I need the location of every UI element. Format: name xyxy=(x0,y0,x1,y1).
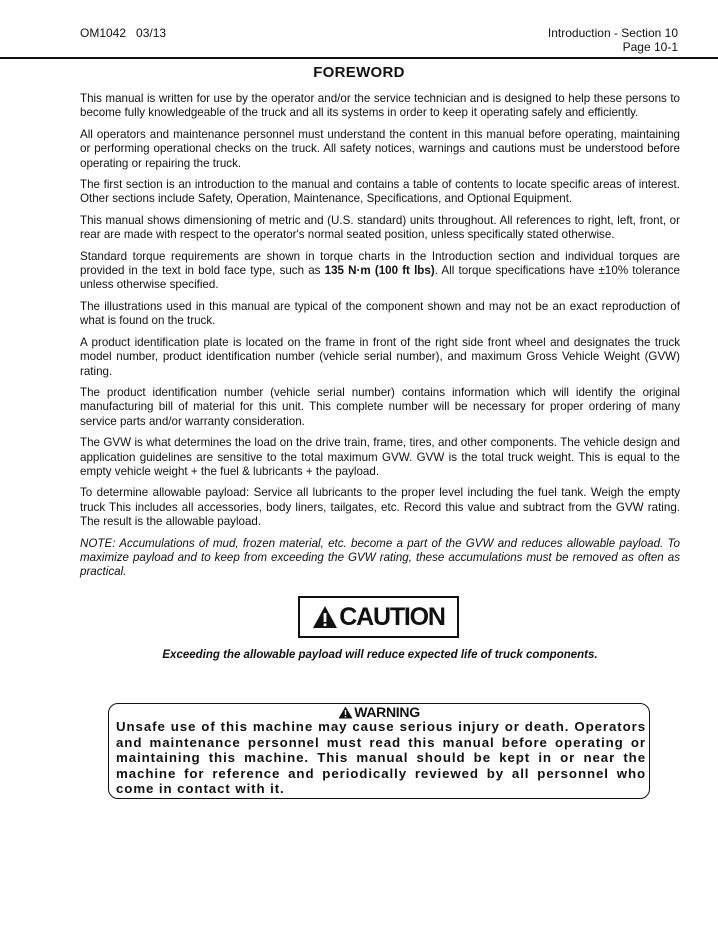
doc-date: 03/13 xyxy=(136,26,167,40)
page-number: Page 10-1 xyxy=(622,40,678,54)
caution-message: Exceeding the allowable payload will reduce expected life of truck components. xyxy=(162,649,598,661)
torque-text-after: . All torque specifications have ±10% tolerance unless otherwise specified. xyxy=(80,264,680,292)
torque-paragraph xyxy=(80,250,680,293)
warning-box xyxy=(108,703,650,799)
caution-box xyxy=(298,596,459,638)
header-section-info xyxy=(548,26,678,54)
caution-header xyxy=(312,603,444,632)
warning-triangle-icon xyxy=(338,706,353,719)
foreword-body xyxy=(80,92,680,587)
warning-header xyxy=(109,704,649,720)
note-paragraph: NOTE: Accumulations of mud, frozen material, etc. become a part of the GVW and reduces allowable payload. To maximize payload and to keep from exceeding the GVW rating, these accumulations must be removed as often as practical. xyxy=(80,536,680,579)
paragraph: To determine allowable payload: Service all lubricants to the proper level including the fuel tank. Weigh the empty truck This includes all accessories, body liners, tailgates, etc. Record this value and subtract from the GVW rating. The result is the allowable payload. xyxy=(80,486,680,529)
header-doc-info xyxy=(80,26,166,40)
warning-triangle-icon xyxy=(312,605,338,629)
paragraph: A product identification plate is located on the frame in front of the right side front wheel and designates the truck model number, product identification number (vehicle serial number), and maximum Gross Vehicle Weight (GVW) rating. xyxy=(80,335,680,378)
torque-text-before: Standard torque requirements are shown in torque charts in the Introduction section and individual torques are provided in the text in bold face type, such as xyxy=(80,249,680,278)
section-label: Introduction - Section 10 xyxy=(547,26,678,40)
paragraph: This manual shows dimensioning of metric and (U.S. standard) units throughout. All references to right, left, front, or rear are made with respect to the operator's normal seated position, unless specifically stated otherwise. xyxy=(80,213,680,242)
torque-bold-value: 135 N·m (100 ft lbs) xyxy=(324,264,435,278)
paragraph: All operators and maintenance personnel must understand the content in this manual before operating, maintaining or performing operational checks on the truck. All safety notices, warnings and cautions must be understood before operating or repairing the truck. xyxy=(80,127,680,170)
header-divider xyxy=(0,57,718,59)
warning-label: WARNING xyxy=(354,704,420,720)
doc-id: OM1042 xyxy=(80,26,127,40)
caution-label: CAUTION xyxy=(339,602,445,631)
paragraph: The illustrations used in this manual are typical of the component shown and may not be an exact reproduction of what is found on the truck. xyxy=(80,299,680,328)
paragraph: The product identification number (vehicle serial number) contains information which will identify the original manufacturing bill of material for this unit. This complete number will be necessary for proper ordering of many service parts and/or warranty consideration. xyxy=(80,385,680,428)
page-title: FOREWORD xyxy=(313,64,405,81)
paragraph: This manual is written for use by the operator and/or the service technician and is designed to help these persons to become fully knowledgeable of the truck and all its systems in order to keep it operating safely and efficiently. xyxy=(80,92,680,120)
warning-text: Unsafe use of this machine may cause serious injury or death. Operators and maintenance personnel must read this manual before operating or maintaining this machine. This manual should be kept in or near the machine for reference and periodically reviewed by all personnel who come in contact with it. xyxy=(116,719,646,796)
paragraph: The first section is an introduction to the manual and contains a table of contents to locate specific areas of interest. Other sections include Safety, Operation, Maintenance, Specifications, and Optional Equipment. xyxy=(80,178,680,206)
paragraph: The GVW is what determines the load on the drive train, frame, tires, and other components. The vehicle design and application guidelines are sensitive to the total maximum GVW. GVW is the total truck weight. This is equal to the empty vehicle weight + the fuel & lubricants + the payload. xyxy=(80,436,680,478)
